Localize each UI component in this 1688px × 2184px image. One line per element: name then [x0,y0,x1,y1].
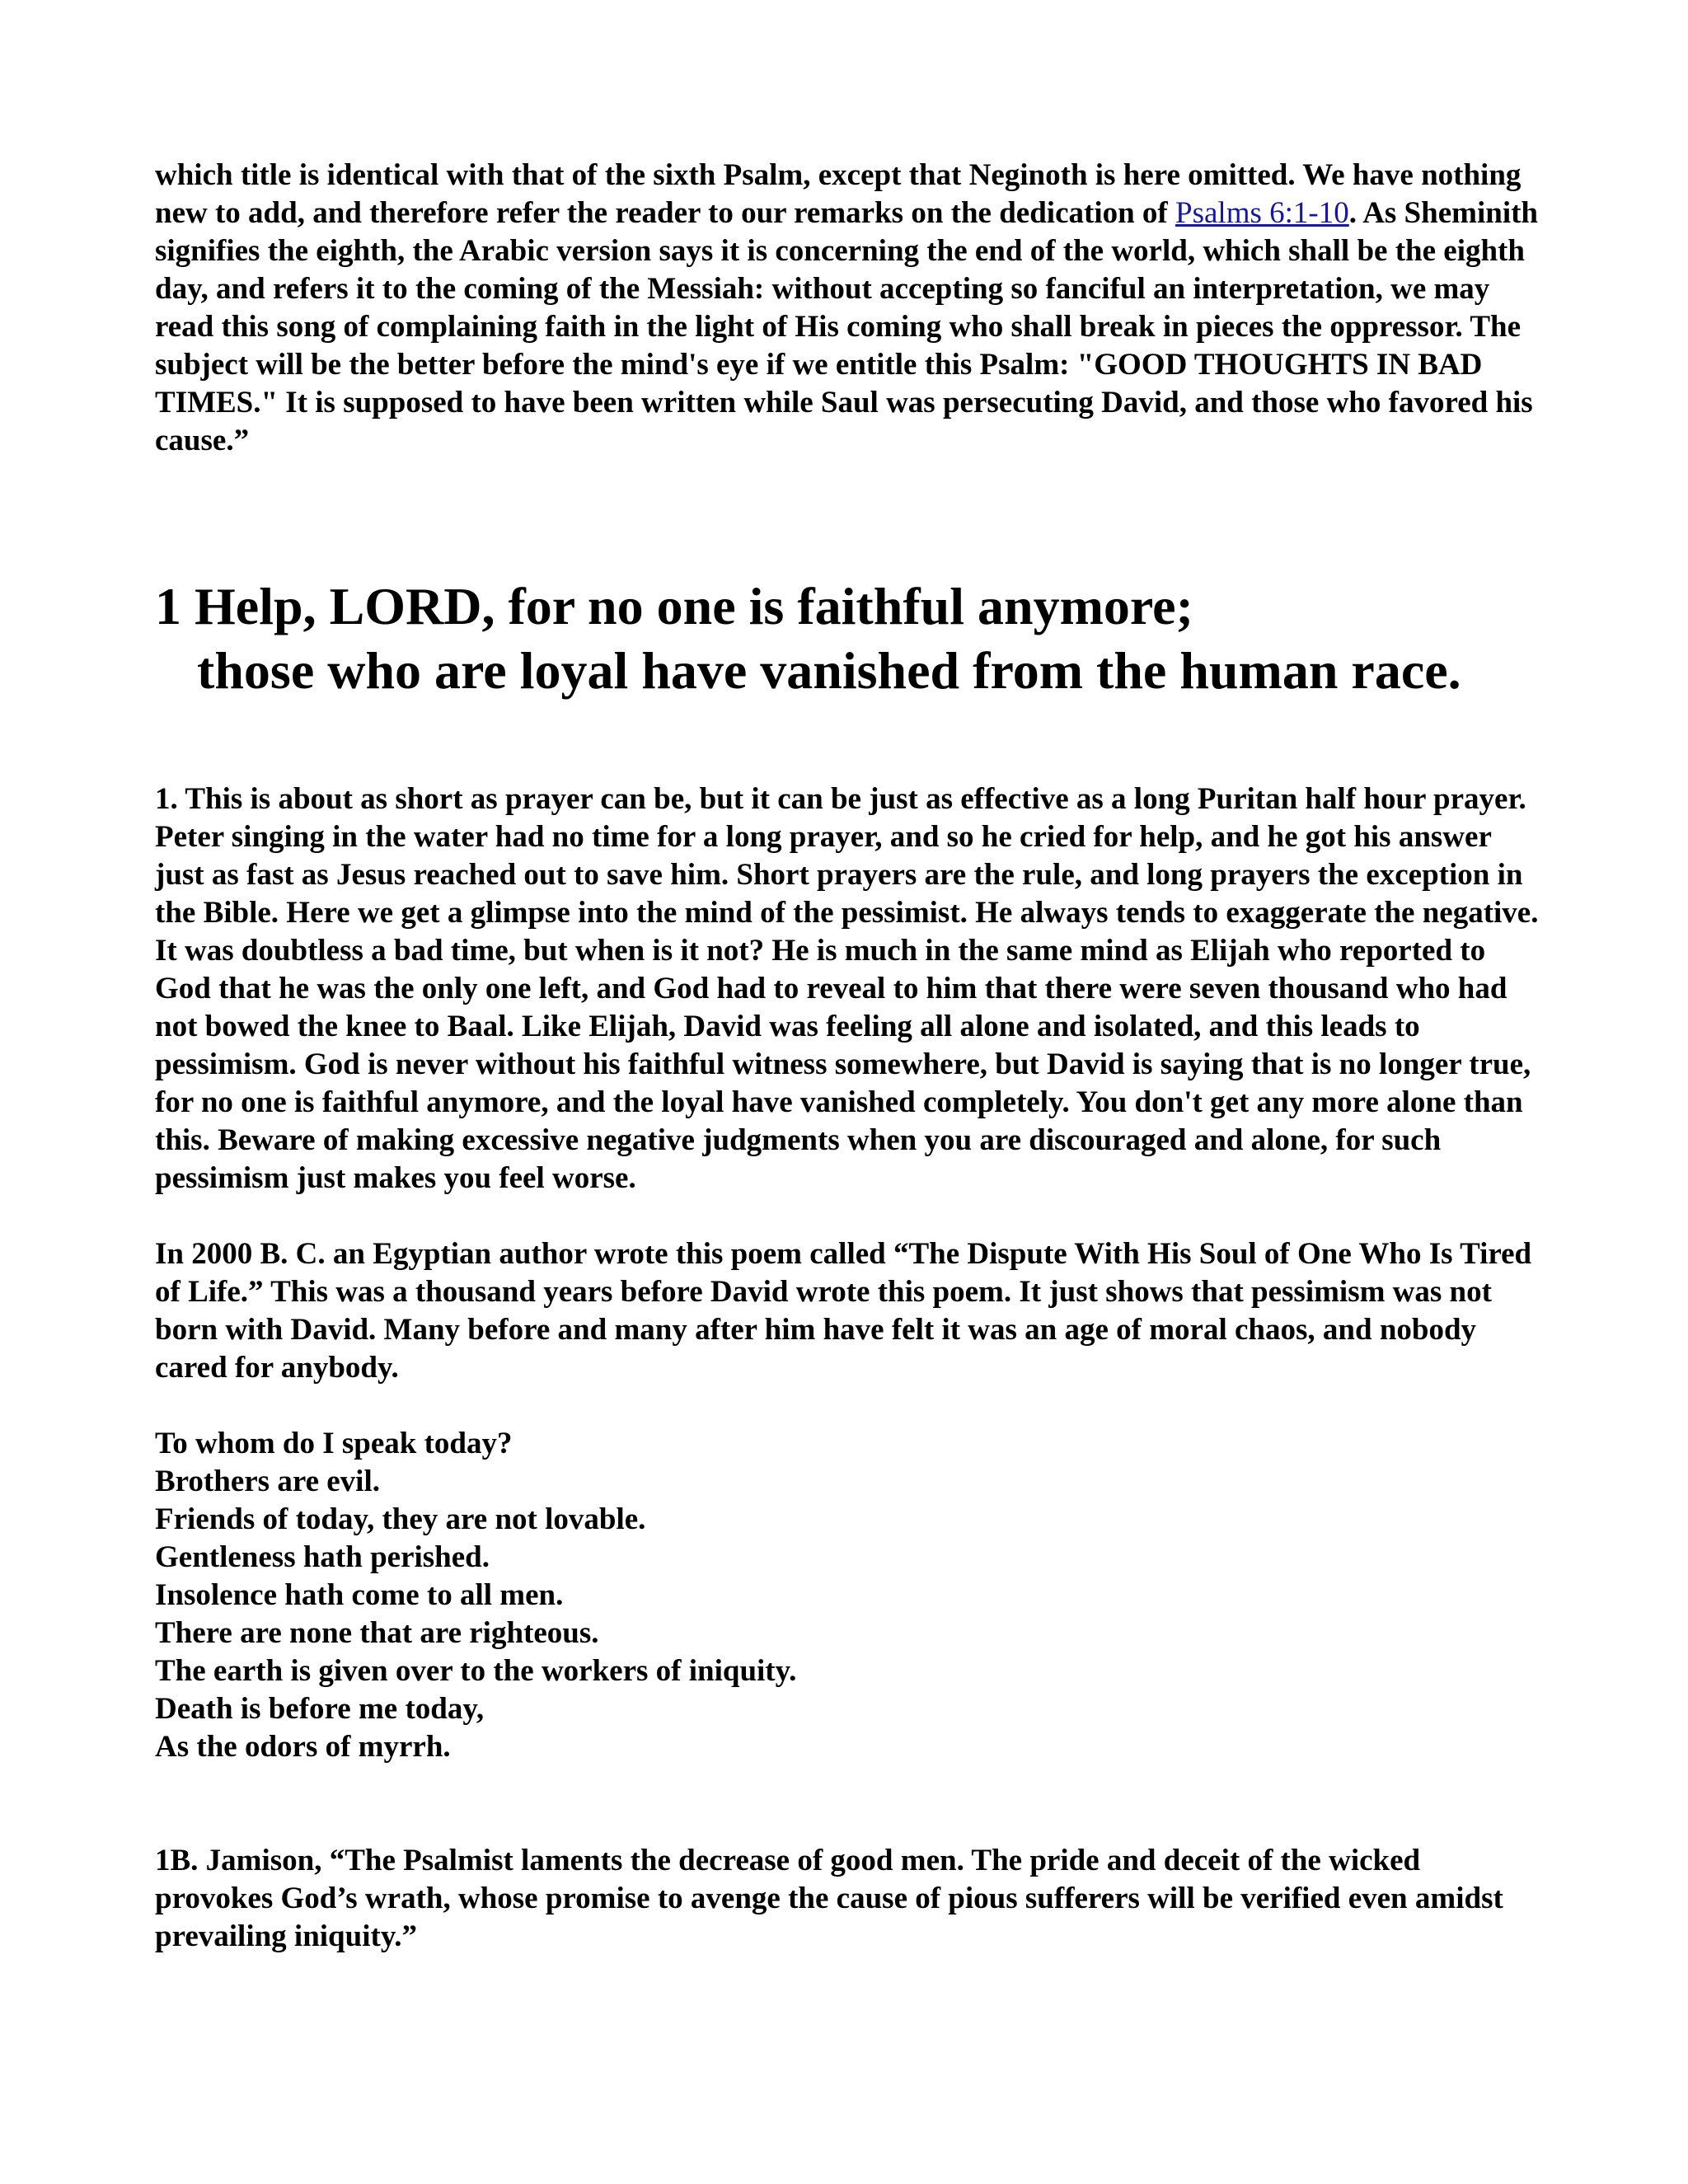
intro-text-end: . As Sheminith signifies the eighth, the Arabic version says it is concerning the end of the world, which shall be the eighth day, and refers it to the coming of the Messiah: without accepting so fanciful an interpretation, we may read this song of complaining faith in the light of His coming who shall break in pieces the oppressor. The subject will be the better before the mind's eye if we entitle this Psalm: "GOOD THOUGHTS IN BAD TIMES." It is supposed to have been written while Saul was persecuting David, and those who favored his cause.” [155,196,1538,457]
poem-line: The earth is given over to the workers of iniquity. [155,1654,797,1688]
poem-line: There are none that are righteous. [155,1616,599,1650]
intro-paragraph [155,157,1540,460]
egyptian-poem [155,1425,1540,1766]
verse-line-2: those who are loyal have vanished from the human race. [197,641,1461,700]
commentary-paragraph-2: In 2000 B. C. an Egyptian author wrote this poem called “The Dispute With His Soul of One Who Is Tired of Life.” This was a thousand years before David wrote this poem. It just shows that pessimism was not born with David. Many before and many after him have felt it was an age of moral chaos, and nobody cared for anybody. [155,1237,1532,1385]
poem-line: Death is before me today, [155,1692,485,1726]
verse-heading [155,574,1540,703]
verse-line-1: 1 Help, LORD, for no one is faithful anymore; [155,577,1193,635]
poem-line: As the odors of myrrh. [155,1730,451,1764]
poem-line: Gentleness hath perished. [155,1540,490,1574]
psalms-6-link[interactable]: Psalms 6:1-10 [1175,196,1349,230]
commentary-paragraph-1: 1. This is about as short as prayer can be, but it can be just as effective as a long Puritan half hour prayer. Peter singing in the water had no time for a long prayer, and so he cried for help, and he got his answer just as fast as Jesus reached out to save him. Short prayers are the rule, and long prayers the exception in the Bible. Here we get a glimpse into the mind of the pessimist. He always tends to exaggerate the negative. It was doubtless a bad time, but when is it not? He is much in the same mind as Elijah who reported to God that he was the only one left, and God had to reveal to him that there were seven thousand who had not bowed the knee to Baal. Like Elijah, David was feeling all alone and isolated, and this leads to pessimism. God is never without his faithful witness somewhere, but David is saying that is no longer true, for no one is faithful anymore, and the loyal have vanished completely. You don't get any more alone than this. Beware of making excessive negative judgments when you are discouraged and alone, for such pessimism just makes you feel worse. [155,782,1539,1195]
intro-text-start: which title is identical with that of the sixth Psalm, except that Neginoth is here omitted. We have nothing new to add, and therefore refer the reader to our remarks on the dedication of [155,158,1522,230]
poem-line: Friends of today, they are not lovable. [155,1502,646,1536]
poem-line: Brothers are evil. [155,1465,380,1498]
poem-line: Insolence hath come to all men. [155,1578,564,1612]
jamison-paragraph: 1B. Jamison, “The Psalmist laments the decrease of good men. The pride and deceit of the wicked provokes God’s wrath, whose promise to avenge the cause of pious sufferers will be verified even amidst prevailing iniquity.” [155,1844,1503,1953]
document-page [155,157,1540,1956]
poem-line: To whom do I speak today? [155,1427,513,1460]
